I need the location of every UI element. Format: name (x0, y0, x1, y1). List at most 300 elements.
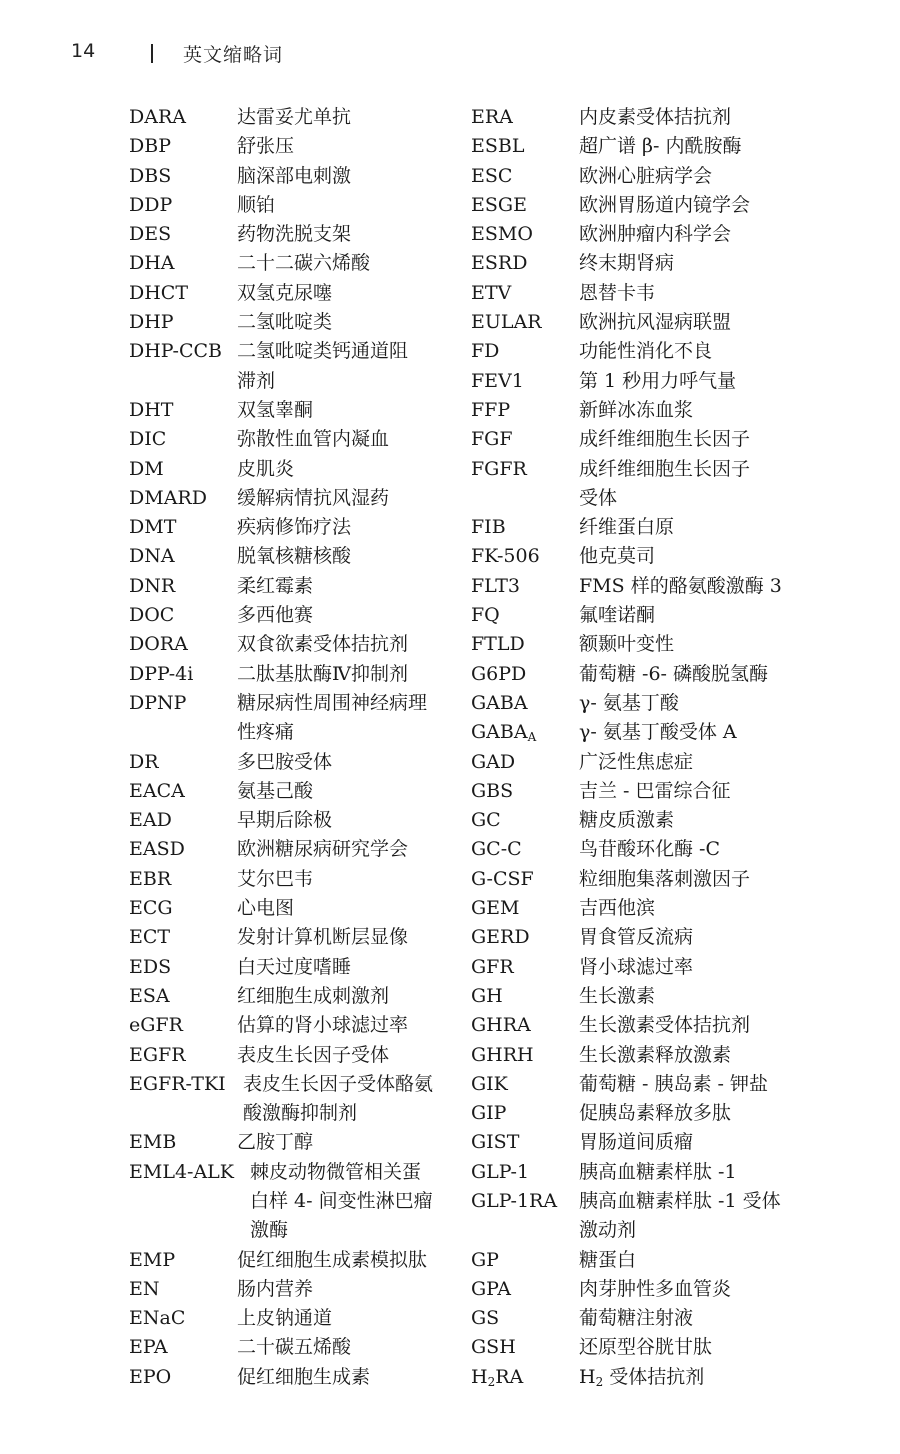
abbreviation (129, 337, 222, 366)
entry-line (471, 367, 801, 396)
abbreviation (471, 748, 515, 777)
abbreviation-text: eGFR (129, 1014, 183, 1037)
abbreviation (129, 894, 173, 923)
entry-line (129, 894, 459, 923)
chinese-term: 生长激素 (579, 984, 656, 1007)
term-subscript: 2 (595, 1374, 604, 1389)
abbreviation-text: GERD (471, 926, 530, 949)
abbreviation (129, 279, 188, 308)
chinese-term: 糖尿病性周围神经病理 (237, 691, 428, 714)
abbreviation (471, 1304, 499, 1333)
abbreviation (129, 835, 185, 864)
abbreviation (129, 689, 186, 718)
entry-line (129, 630, 459, 659)
entry-line (471, 718, 801, 747)
entry-line (129, 572, 459, 601)
chinese-term: 欧洲糖尿病研究学会 (237, 838, 409, 861)
chinese-term: 估算的肾小球滤过率 (237, 1014, 409, 1037)
chinese-term: 肉芽肿性多血管炎 (579, 1277, 732, 1300)
chinese-term: 功能性消化不良 (579, 340, 713, 363)
abbreviation (129, 923, 170, 952)
chinese-term: 氨基己酸 (237, 779, 314, 802)
entry-line (129, 835, 459, 864)
abbreviation-text: GLP-1 (471, 1160, 530, 1183)
abbreviation (129, 953, 171, 982)
entry-line (471, 1070, 801, 1099)
abbreviation (129, 865, 171, 894)
chinese-term: 糖皮质激素 (579, 809, 675, 832)
entry-line (129, 542, 459, 571)
entry-line (471, 835, 801, 864)
abbreviation-text: G6PD (471, 662, 527, 685)
abbreviation (129, 630, 188, 659)
term-text: H (579, 1365, 596, 1388)
chinese-term: 鸟苷酸环化酶 -C (579, 838, 720, 861)
chinese-term: 性疼痛 (237, 721, 295, 744)
abbreviation-text: DM (129, 457, 164, 480)
abbreviation-text: GEM (471, 897, 520, 920)
abbreviation-text: EPA (129, 1336, 168, 1359)
abbreviation (471, 308, 542, 337)
abbreviation (129, 191, 172, 220)
abbreviation-text: GAD (471, 750, 516, 773)
chinese-term: 广泛性焦虑症 (579, 750, 694, 773)
abbreviation (471, 279, 511, 308)
entry-line (129, 1158, 459, 1187)
entry-line (129, 1128, 459, 1157)
entry-line (471, 425, 801, 454)
chinese-term: 双食欲素受体拮抗剂 (237, 633, 409, 656)
abbreviation (129, 132, 171, 161)
abbreviation (471, 425, 513, 454)
chinese-term: 终末期肾病 (579, 252, 675, 275)
entry-line (471, 748, 801, 777)
abbreviation (129, 660, 193, 689)
abbreviation-text: FFP (471, 398, 511, 421)
entry-line (471, 1099, 801, 1128)
abbreviation (471, 337, 499, 366)
abbreviation (471, 1070, 508, 1099)
abbreviation-text: FTLD (471, 633, 525, 656)
chinese-term: 二氢吡啶类钙通道阻 (237, 340, 409, 363)
abbreviation-column-left (129, 103, 459, 1392)
abbreviation (129, 1275, 160, 1304)
chinese-term: 葡萄糖 -6- 磷酸脱氢酶 (579, 662, 769, 685)
chinese-term: 药物洗脱支架 (237, 223, 352, 246)
chinese-term: 胰高血糖素样肽 -1 (579, 1160, 737, 1183)
abbreviation (471, 601, 500, 630)
abbreviation (129, 220, 171, 249)
abbreviation (471, 923, 530, 952)
chinese-term: 胃肠道间质瘤 (579, 1131, 694, 1154)
chinese-term: 白天过度嗜睡 (237, 955, 352, 978)
entry-line (471, 689, 801, 718)
abbreviation-text: DBP (129, 135, 171, 158)
abbreviation (471, 865, 534, 894)
abbreviation (129, 1333, 168, 1362)
abbreviation-text: GFR (471, 955, 514, 978)
entry-line (471, 1216, 801, 1245)
entry-line (471, 953, 801, 982)
chinese-term: 脑深部电刺激 (237, 164, 352, 187)
abbreviation-text: H (471, 1365, 488, 1388)
abbreviation (129, 1304, 185, 1333)
abbreviation-text: ERA (471, 106, 513, 128)
chinese-term: 第 1 秒用力呼气量 (579, 369, 737, 392)
abbreviation-text: ESRD (471, 252, 528, 275)
chinese-term: 发射计算机断层显像 (237, 926, 409, 949)
abbreviation-text: GIP (471, 1102, 507, 1125)
abbreviation (471, 367, 524, 396)
entry-line (471, 1187, 801, 1216)
abbreviation (471, 162, 512, 191)
entry-line (129, 1216, 459, 1245)
chinese-term: 皮肌炎 (237, 457, 295, 480)
entry-line (129, 103, 459, 132)
entry-line (129, 660, 459, 689)
abbreviation-text: EASD (129, 838, 185, 861)
entry-line (471, 982, 801, 1011)
chinese-term: 双氢睾酮 (237, 398, 314, 421)
abbreviation (129, 1363, 171, 1392)
abbreviation-text: GS (471, 1307, 500, 1330)
entry-line (129, 865, 459, 894)
abbreviation-text: EGFR (129, 1043, 186, 1066)
chinese-term: 二肽基肽酶Ⅳ抑制剂 (237, 662, 408, 685)
abbreviation-text: EACA (129, 779, 185, 802)
abbreviation-text: DHT (129, 398, 174, 421)
abbreviation (129, 103, 186, 132)
abbreviation (129, 1070, 226, 1099)
abbreviation-text: GIK (471, 1072, 508, 1095)
entry-line (471, 103, 801, 132)
abbreviation (471, 630, 525, 659)
entry-line (471, 806, 801, 835)
abbreviation (471, 777, 513, 806)
abbreviation (129, 572, 175, 601)
abbreviation-text: FQ (471, 604, 500, 627)
entry-line (471, 162, 801, 191)
abbreviation-text: DMT (129, 516, 177, 539)
abbreviation (471, 513, 506, 542)
running-header (0, 38, 900, 70)
abbreviation (471, 455, 527, 484)
abbreviation (129, 513, 176, 542)
abbreviation-text: DHP-CCB (129, 340, 223, 363)
page-number: 14 (71, 40, 96, 62)
abbreviation-text: DR (129, 750, 159, 773)
chinese-term: 多巴胺受体 (237, 750, 333, 773)
entry-line (471, 777, 801, 806)
entry-line (129, 1041, 459, 1070)
chinese-term: 达雷妥尤单抗 (237, 106, 352, 128)
entry-line (471, 1333, 801, 1362)
entry-line (471, 894, 801, 923)
abbreviation (471, 953, 514, 982)
chinese-term: 弥散性血管内凝血 (237, 428, 390, 451)
abbreviation (129, 1158, 234, 1187)
abbreviation-text: GHRH (471, 1043, 534, 1066)
abbreviation-text: GLP-1RA (471, 1189, 558, 1212)
chinese-term: γ- 氨基丁酸 (579, 691, 679, 714)
abbreviation-text: ESBL (471, 135, 525, 158)
entry-line (471, 865, 801, 894)
abbreviation (471, 191, 527, 220)
abbreviation-text: ETV (471, 281, 512, 304)
chinese-term: 柔红霉素 (237, 574, 314, 597)
entry-line (129, 982, 459, 1011)
chinese-term: 棘皮动物微管相关蛋 (250, 1160, 422, 1183)
abbreviation-text: GH (471, 984, 503, 1007)
abbreviation-text: GIST (471, 1131, 520, 1154)
abbreviation (129, 1246, 175, 1275)
entry-line (129, 513, 459, 542)
entry-line (471, 601, 801, 630)
abbreviation-subscript: A (527, 730, 537, 745)
abbreviation (129, 1128, 176, 1157)
entry-line (471, 455, 801, 484)
chinese-term: 二十二碳六烯酸 (237, 252, 371, 275)
chinese-term: 内皮素受体拮抗剂 (579, 106, 732, 128)
entry-line (129, 1363, 459, 1392)
chinese-term: 早期后除极 (237, 809, 333, 832)
abbreviation-text: ECG (129, 897, 173, 920)
abbreviation (471, 806, 501, 835)
abbreviation (471, 660, 526, 689)
entry-line (471, 220, 801, 249)
chinese-term: 多西他赛 (237, 604, 314, 627)
entry-line (129, 1275, 459, 1304)
chinese-term: 二十碳五烯酸 (237, 1336, 352, 1359)
chinese-term: 胰高血糖素样肽 -1 受体 (579, 1189, 781, 1212)
entry-line (471, 1011, 801, 1040)
abbreviation (471, 1333, 516, 1362)
abbreviation (129, 542, 175, 571)
entry-line (129, 1333, 459, 1362)
abbreviation-text: DNA (129, 545, 175, 568)
abbreviation (471, 1011, 531, 1040)
abbreviation-text: FIB (471, 516, 506, 539)
abbreviation (471, 1275, 511, 1304)
chinese-term: 白样 4- 间变性淋巴瘤 (250, 1189, 433, 1212)
chinese-term: 激酶 (250, 1219, 289, 1242)
abbreviation-text: ESGE (471, 193, 527, 216)
entry-line (129, 689, 459, 718)
chinese-term: 促红细胞生成素模拟肽 (237, 1248, 428, 1271)
chinese-term: 额颞叶变性 (579, 633, 675, 656)
chinese-term: 超广谱 β- 内酰胺酶 (579, 135, 742, 158)
chinese-term: 纤维蛋白原 (579, 516, 675, 539)
abbreviation (129, 982, 170, 1011)
chinese-term: 欧洲肿瘤内科学会 (579, 223, 732, 246)
abbreviation (129, 806, 172, 835)
chinese-term: 缓解病情抗风湿药 (237, 486, 390, 509)
abbreviation (129, 601, 174, 630)
abbreviation (471, 249, 527, 278)
entry-line (471, 1158, 801, 1187)
abbreviation (129, 1011, 183, 1040)
entry-line (471, 279, 801, 308)
term-text: 受体拮抗剂 (603, 1365, 705, 1388)
entry-line (471, 1363, 801, 1392)
abbreviation (129, 425, 166, 454)
abbreviation-text: FGFR (471, 457, 527, 480)
chinese-term: 激动剂 (579, 1219, 637, 1242)
abbreviation-text: FK-506 (471, 545, 540, 568)
abbreviation-text: EDS (129, 955, 172, 978)
entry-line (129, 1304, 459, 1333)
abbreviation (129, 1041, 186, 1070)
chinese-term: 滞剂 (237, 369, 276, 392)
abbreviation (471, 894, 520, 923)
abbreviation (471, 132, 524, 161)
abbreviation-text: ECT (129, 926, 171, 949)
chinese-term: 表皮生长因子受体 (237, 1043, 390, 1066)
entry-line (129, 337, 459, 366)
abbreviation (129, 396, 173, 425)
abbreviation-subscript: 2 (487, 1374, 496, 1389)
abbreviation-column-right (471, 103, 801, 1392)
chinese-term: 疾病修饰疗法 (237, 516, 352, 539)
chinese-term: FMS 样的酪氨酸激酶 3 (579, 574, 782, 597)
abbreviation-text: EGFR-TKI (129, 1072, 226, 1095)
chinese-term: γ- 氨基丁酸受体 A (579, 721, 737, 744)
abbreviation-text: DHA (129, 252, 175, 275)
entry-line (129, 777, 459, 806)
abbreviation (471, 718, 536, 747)
abbreviation-text: EULAR (471, 311, 542, 334)
abbreviation-text: ESMO (471, 223, 533, 246)
chinese-term: 新鲜冰冻血浆 (579, 398, 694, 421)
abbreviation (471, 542, 540, 571)
entry-line (129, 1246, 459, 1275)
chinese-term: 成纤维细胞生长因子 (579, 428, 751, 451)
entry-line (471, 923, 801, 952)
chinese-term: 欧洲抗风湿病联盟 (579, 311, 732, 334)
abbreviation-text: DIC (129, 428, 167, 451)
chinese-term: 吉兰 - 巴雷综合征 (579, 779, 731, 802)
abbreviation-text: EMP (129, 1248, 176, 1271)
entry-line (471, 513, 801, 542)
entry-line (129, 1011, 459, 1040)
entry-line (129, 191, 459, 220)
chinese-term: 心电图 (237, 897, 295, 920)
entry-line (471, 484, 801, 513)
abbreviation (471, 1099, 506, 1128)
abbreviation-text: GHRA (471, 1014, 531, 1037)
abbreviation-text: GC-C (471, 838, 522, 861)
abbreviation-text: ESC (471, 164, 513, 187)
abbreviation-text: DDP (129, 193, 173, 216)
chinese-term (579, 1363, 704, 1392)
abbreviation-text: EPO (129, 1365, 172, 1388)
abbreviation-text: DPNP (129, 691, 187, 714)
abbreviation-text: EML4-ALK (129, 1160, 234, 1183)
abbreviation (129, 308, 174, 337)
abbreviation-text: ESA (129, 984, 170, 1007)
header-divider (151, 44, 153, 63)
abbreviation (129, 777, 185, 806)
chinese-term: 乙胺丁醇 (237, 1131, 314, 1154)
entry-line (129, 953, 459, 982)
chinese-term: 受体 (579, 486, 618, 509)
entry-line (129, 806, 459, 835)
abbreviation-text: DHP (129, 311, 174, 334)
chinese-term: 表皮生长因子受体酪氨 (243, 1072, 434, 1095)
chinese-term: 酸激酶抑制剂 (243, 1102, 358, 1125)
abbreviation-text: DORA (129, 633, 188, 656)
chinese-term: 肾小球滤过率 (579, 955, 694, 978)
abbreviation-text: ENaC (129, 1307, 186, 1330)
abbreviation-text: GABA (471, 721, 528, 744)
chinese-term: 葡萄糖 - 胰岛素 - 钾盐 (579, 1072, 768, 1095)
section-title: 英文缩略词 (183, 44, 284, 66)
entry-line (129, 718, 459, 747)
abbreviation-text: FD (471, 340, 500, 363)
entry-line (471, 191, 801, 220)
chinese-term: 肠内营养 (237, 1277, 314, 1300)
entry-line (129, 249, 459, 278)
chinese-term: 欧洲心脏病学会 (579, 164, 713, 187)
abbreviation (471, 982, 503, 1011)
chinese-term: 艾尔巴韦 (237, 867, 314, 890)
entry-line (129, 279, 459, 308)
abbreviation (471, 396, 510, 425)
entry-line (471, 308, 801, 337)
entry-line (129, 748, 459, 777)
abbreviation-text: FGF (471, 428, 513, 451)
entry-line (129, 923, 459, 952)
abbreviation-text: GSH (471, 1336, 516, 1359)
entry-line (129, 396, 459, 425)
entry-line (129, 1070, 459, 1099)
entry-line (471, 630, 801, 659)
entry-line (129, 308, 459, 337)
chinese-term: 脱氧核糖核酸 (237, 545, 352, 568)
entry-line (471, 660, 801, 689)
entry-line (471, 542, 801, 571)
abbreviation-suffix: RA (495, 1365, 524, 1388)
chinese-term: 促红细胞生成素 (237, 1365, 371, 1388)
chinese-term: 还原型谷胱甘肽 (579, 1336, 713, 1359)
abbreviation-text: DES (129, 223, 172, 246)
abbreviation-text: GABA (471, 691, 528, 714)
abbreviation (471, 1246, 499, 1275)
chinese-term: 恩替卡韦 (579, 281, 656, 304)
chinese-term: 红细胞生成刺激剂 (237, 984, 390, 1007)
entry-line (471, 249, 801, 278)
entry-line (129, 425, 459, 454)
chinese-term: 成纤维细胞生长因子 (579, 457, 751, 480)
entry-line (471, 1128, 801, 1157)
abbreviation-text: GPA (471, 1277, 511, 1300)
chinese-term: 氟喹诺酮 (579, 604, 656, 627)
abbreviation-text: DBS (129, 164, 172, 187)
abbreviation-text: DARA (129, 106, 186, 128)
entry-line (129, 484, 459, 513)
abbreviation (129, 455, 164, 484)
chinese-term: 促胰岛素释放多肽 (579, 1102, 732, 1125)
chinese-term: 二氢吡啶类 (237, 311, 333, 334)
abbreviation (471, 1187, 557, 1216)
chinese-term: 舒张压 (237, 135, 295, 158)
entry-line (129, 162, 459, 191)
abbreviation (471, 835, 522, 864)
abbreviation (471, 1158, 529, 1187)
entry-line (471, 1041, 801, 1070)
abbreviation-text: EMB (129, 1131, 177, 1154)
abbreviation (129, 249, 175, 278)
